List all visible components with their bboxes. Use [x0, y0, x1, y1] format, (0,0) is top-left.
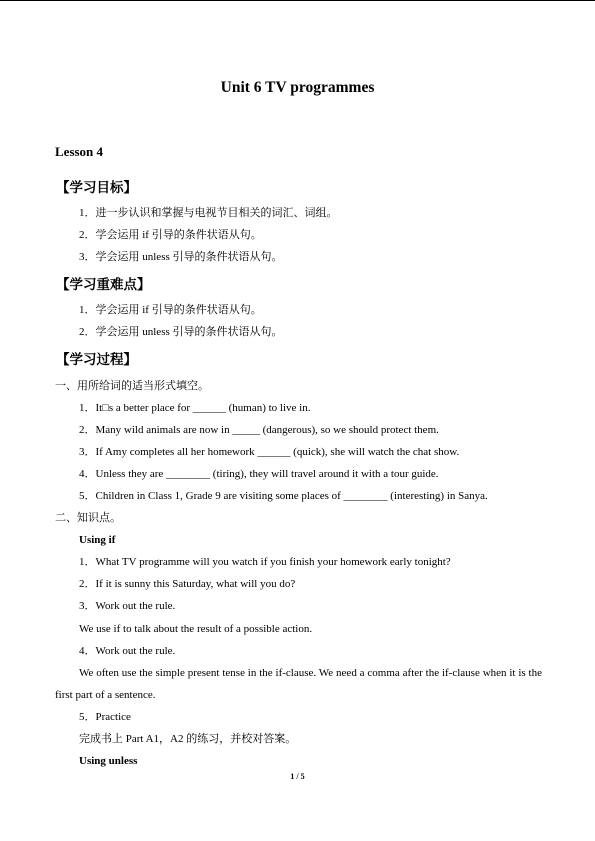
exercise-item: 2．Many wild animals are now in _____ (dangerous), so we should protect them. — [79, 424, 439, 436]
exercise-item: 3．If Amy completes all her homework ______ (quick), she will watch the chat show. — [79, 446, 460, 458]
top-rule — [0, 0, 595, 1]
rule-paragraph: We often use the simple present tense in the if-clause. We need a comma after the if-clause when it is the first part of a sentence. — [55, 667, 542, 701]
goal-item: 2．学会运用 if 引导的条件状语从句。 — [79, 229, 262, 241]
section2-title: 二、知识点。 — [55, 512, 121, 524]
goal-item: 1．进一步认识和掌握与电视节目相关的词汇、词组。 — [79, 207, 338, 219]
page-title: Unit 6 TV programmes — [220, 79, 375, 96]
question-item: 3．Work out the rule. — [79, 600, 176, 612]
rule-text: We use if to talk about the result of a possible action. — [79, 623, 313, 635]
using-if-label: Using if — [79, 534, 116, 546]
key-points-heading: 【学习重难点】 — [56, 277, 151, 293]
key-point-item: 1．学会运用 if 引导的条件状语从句。 — [79, 304, 262, 316]
section1-title: 一、用所给词的适当形式填空。 — [55, 380, 209, 392]
page-number: 1 / 5 — [290, 772, 305, 781]
lesson-label: Lesson 4 — [55, 144, 104, 159]
goals-heading: 【学习目标】 — [56, 180, 137, 196]
process-heading: 【学习过程】 — [56, 352, 137, 368]
using-unless-label: Using unless — [79, 755, 138, 767]
exercise-item: 4．Unless they are ________ (tiring), they will travel around it with a tour guide. — [79, 468, 439, 480]
question-item: 2．If it is sunny this Saturday, what will you do? — [79, 578, 296, 590]
exercise-item: 5．Children in Class 1, Grade 9 are visiting some places of ________ (interesting) in Sanya. — [79, 490, 488, 502]
question-item: 1．What TV programme will you watch if you finish your homework early tonight? — [79, 556, 451, 568]
key-point-item: 2．学会运用 unless 引导的条件状语从句。 — [79, 326, 283, 338]
goal-item: 3．学会运用 unless 引导的条件状语从句。 — [79, 251, 283, 263]
exercise-item: 1．It□s a better place for ______ (human) to live in. — [79, 402, 311, 414]
question-item: 4．Work out the rule. — [79, 645, 176, 657]
question-item: 5．Practice — [79, 711, 131, 723]
practice-text: 完成书上 Part A1，A2 的练习，并校对答案。 — [79, 733, 297, 745]
